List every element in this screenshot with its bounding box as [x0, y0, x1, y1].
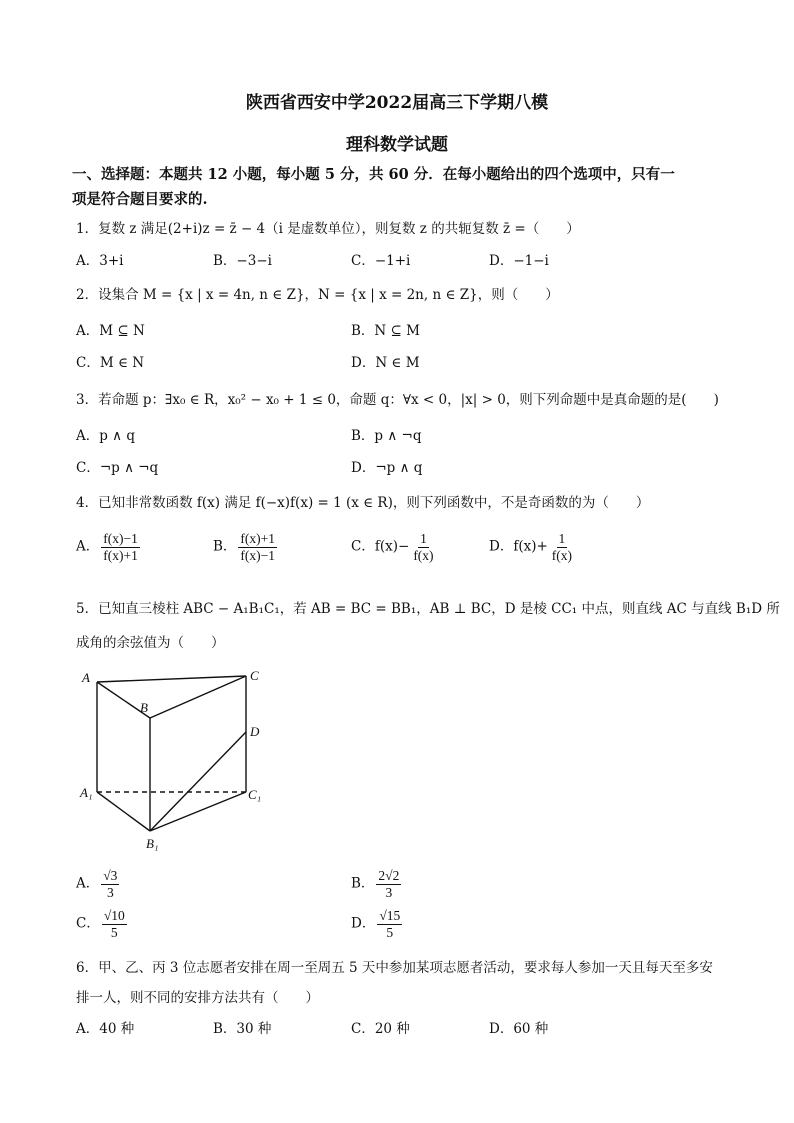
q6-option-a: A．40 种 — [76, 1021, 135, 1037]
label-b: B — [140, 700, 148, 715]
prism-edges — [97, 676, 246, 831]
q6-option-d: D．60 种 — [489, 1021, 549, 1037]
q1-option-b: B．−3−i — [213, 253, 272, 269]
q4-option-b-numerator: f(x)+1 — [240, 531, 276, 546]
q5-option-a-letter: A． — [76, 875, 100, 892]
q4-option-c-letter: C． — [351, 538, 375, 555]
q6-option-c: C．20 种 — [351, 1021, 410, 1037]
q4-option-c-prefix: f(x)− — [374, 538, 410, 555]
q2-option-c: C．M ∈ N — [76, 355, 145, 371]
label-a: A — [82, 670, 90, 685]
q5-option-c-letter: C． — [76, 915, 100, 932]
q4-option-a-numerator: f(x)−1 — [103, 531, 138, 546]
q4-option-d-letter: D． — [489, 538, 514, 555]
q3-stem: 3．若命题 p：∃x₀ ∈ R，x₀² − x₀ + 1 ≤ 0，命题 q：∀x < 0，|x| > 0，则下列命题中是真命题的是( ) — [76, 392, 719, 408]
q4-option-b-denominator: f(x)−1 — [240, 547, 276, 563]
exam-title: 陕西省西安中学2022届高三下学期八模 — [245, 93, 549, 113]
q4-option-b — [213, 531, 279, 563]
q1-option-a: A．3+i — [76, 253, 124, 269]
q5-option-d-denominator: 5 — [386, 924, 394, 940]
q4-option-d-prefix: f(x)+ — [513, 538, 548, 555]
exam-subtitle: 理科数学试题 — [346, 135, 448, 155]
q3-option-d: D．¬p ∧ q — [351, 460, 423, 476]
q5-option-b-fraction — [376, 868, 401, 900]
q2-option-d: D．N ∈ M — [351, 355, 420, 371]
q3-option-b: B．p ∧ ¬q — [351, 428, 422, 444]
q4-option-c-numerator: 1 — [420, 531, 427, 546]
q5-stem-line1: 5．已知直三棱柱 ABC − A₁B₁C₁，若 AB = BC = BB₁，AB ⊥ BC，D 是棱 CC₁ 中点，则直线 AC 与直线 B₁D 所 — [76, 601, 780, 617]
segment-b1d — [150, 732, 246, 831]
q5-option-a-numerator: √3 — [103, 868, 118, 883]
q5-option-b-letter: B． — [351, 875, 375, 892]
q2-stem: 2．设集合 M = {x | x = 4n, n ∈ Z}，N = {x | x = 2n, n ∈ Z}，则（ ） — [76, 287, 559, 303]
q4-option-d-numerator: 1 — [558, 531, 566, 546]
q3-option-a: A．p ∧ q — [76, 428, 135, 444]
q5-option-d-fraction — [377, 908, 402, 940]
q2-option-b: B．N ⊆ M — [351, 323, 420, 339]
q5-option-c-denominator: 5 — [110, 924, 118, 940]
edge-bc — [150, 676, 246, 718]
q4-option-b-letter: B． — [213, 538, 237, 555]
edge-a1b1 — [97, 792, 150, 831]
q4-option-a-letter: A． — [76, 538, 100, 555]
q6-stem-line1: 6．甲、乙、丙 3 位志愿者安排在周一至周五 5 天中参加某项志愿者活动，要求每人参加一天且每天至多安 — [76, 960, 713, 976]
q5-option-b-numerator: 2√2 — [378, 868, 400, 883]
q4-option-c-denominator: f(x) — [413, 547, 434, 563]
label-c: C — [250, 668, 259, 683]
q2-option-a: A．M ⊆ N — [76, 323, 145, 339]
q5-stem-line2: 成角的余弦值为（ ） — [76, 635, 225, 651]
label-d: D — [250, 724, 260, 739]
label-b1: B₁ — [146, 836, 159, 851]
q5-option-c — [76, 908, 129, 940]
section-heading-line2: 项是符合题目要求的. — [72, 191, 208, 208]
q4-option-b-fraction — [238, 531, 277, 563]
q4-option-c-fraction — [411, 531, 435, 563]
q5-option-a-fraction — [101, 868, 119, 900]
q5-option-c-fraction — [102, 908, 127, 940]
q4-option-c — [351, 531, 438, 563]
q4-option-a-fraction — [101, 531, 140, 563]
q5-option-d-letter: D． — [351, 915, 376, 932]
q4-option-d-fraction — [550, 531, 574, 563]
label-c1: C₁ — [248, 787, 262, 802]
q5-option-a-denominator: 3 — [106, 884, 114, 900]
q5-option-b-denominator: 3 — [385, 884, 393, 900]
prism-figure — [70, 662, 280, 852]
q3-option-c: C．¬p ∧ ¬q — [76, 460, 159, 476]
section-heading-line1: 一、选择题：本题共 12 小题，每小题 5 分，共 60 分．在每小题给出的四个选项中，只有一 — [72, 166, 675, 183]
q1-option-c: C．−1+i — [351, 253, 411, 269]
edge-ac — [97, 676, 246, 682]
q5-option-a — [76, 868, 121, 900]
q5-option-c-numerator: √10 — [103, 908, 125, 923]
q4-option-d — [489, 531, 576, 563]
edge-b1c1 — [150, 792, 246, 831]
q1-stem: 1．复数 z 满足(2+i)z = z̄ − 4（i 是虚数单位），则复数 z 的共轭复数 z̄ =（ ） — [76, 221, 580, 237]
q5-option-d — [351, 908, 404, 940]
q1-option-d: D．−1−i — [489, 253, 549, 269]
q4-option-d-denominator: f(x) — [551, 547, 573, 563]
q6-stem-line2: 排一人，则不同的安排方法共有（ ） — [76, 990, 319, 1006]
q5-option-d-numerator: √15 — [379, 908, 401, 923]
q5-option-b — [351, 868, 403, 900]
q4-stem: 4．已知非常数函数 f(x) 满足 f(−x)f(x) = 1 (x ∈ R)，则下列函数中，不是奇函数的为（ ） — [76, 495, 650, 511]
label-a1: A₁ — [80, 785, 93, 800]
q6-option-b: B．30 种 — [213, 1021, 272, 1037]
q4-option-a-denominator: f(x)+1 — [103, 547, 138, 563]
q4-option-a — [76, 531, 142, 563]
